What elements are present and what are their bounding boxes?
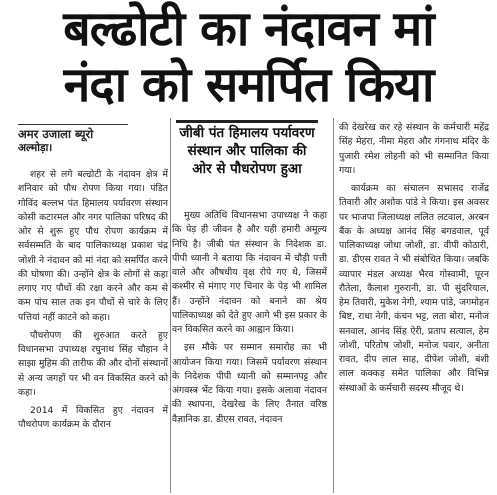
- article-column-2: [172, 209, 327, 431]
- paragraph: की देखरेख कर रहे संस्थान के कर्मचारी महेंद्र सिंह मेहरा, नीमा मेहरा और गंगनाथ मंदिर के पुजारी रमेश लोहनी को भी सम्मानित किया गया।: [339, 122, 489, 176]
- article-column-3: [339, 121, 489, 400]
- dateline: अल्मोड़ा।: [18, 142, 53, 154]
- byline: अमर उजाला ब्यूरो: [18, 124, 128, 142]
- column-divider: [333, 118, 334, 493]
- article-column-1: [18, 168, 168, 437]
- headline-line-2: नंदा को समर्पित किया: [63, 57, 434, 113]
- paragraph: 2014 में विकसित हुए नंदावन में पौधरोपण कार्यक्रम के दौरान: [18, 405, 168, 431]
- headline-line-1: बल्ढोटी का नंदावन मां: [63, 1, 434, 57]
- paragraph: इस मौके पर सम्मान समारोह का भी आयोजन किया गया। जिसमें पर्यावरण संस्थान के निदेशक पीपी ध्यानी को सम्मानपट्ट और अंगवस्त्र भेंट किया गया। इसके अलावा नंदावन की स्थापना, देखरेख के लिए तैनात वरिष्ठ वैज्ञानिक डा. डीएस रावत, नंदावन: [172, 342, 327, 425]
- subheadline-deck: जीबी पंत हिमालय पर्यावरण संस्थान और पालिका की ओर से पौधरोपण हुआ: [176, 120, 318, 178]
- column-divider: [170, 118, 171, 493]
- paragraph: पौधरोपण की शुरुआत करते हुए विधानसभा उपाध्यक्ष रघुनाथ सिंह चौहान ने साझा मुहिम की तारीफ की और दोनों संस्थानों से अन्य जगहों पर भी वन विकसित करने को कहा।: [18, 329, 168, 398]
- paragraph: कार्यक्रम का संचालन सभासद राजेंद्र तिवारी और अशोक पांडे ने किया। इस अवसर पर भाजपा जिलाध्यक्ष ललित लटवाल, अरबन बैंक के अध्यक्ष आनंद सिंह बगडवाल, पूर्व पालिकाध्यक्ष जोधा जोशी, डा. वीपी कोठारी, डा. डीएस रावत ने भी संबोधित किया। जबकि व्यापार मंडल अध्यक्ष भैरव गोस्वामी, पूरन रौतेला, कैलाश गुरुरानी, डा. पी सुंदरियाल, हेम तिवारी, मुकेश नेगी, श्याम पांडे, जगमोहन बिष्ट, राधा नेगी, कंचन भट्ट, लता बोरा, मनोज सनवाल, आनंद सिंह ऐरी, प्रताप सत्याल, हेम जोशी, परितोष जोशी, मनोज पवार, अनीता रावत, दीप लाल साह, दीपेश जोशी, बंशी लाल कक्कड़ समेत पालिका और विभिन्न संस्थाओं के कर्मचारी सदस्य मौजूद थे।: [339, 183, 489, 394]
- paragraph: शहर से लगे बल्ढोटी के नंदावन क्षेत्र में शनिवार को पौध रोपण किया गया। पंडित गोविंद बल्लभ पंत हिमालय पर्यावरण संस्थान कोसी कटारमल और नगर पालिका परिषद की ओर से शुरू हुए पौध रोपण कार्यक्रम में सर्वसम्मति के बाद पालिकाध्यक्ष प्रकाश चंद्र जोशी ने नंदावन को मां नंदा को समर्पित करने की घोषणा की। उन्होंने क्षेत्र के लोगों से कहा लगाए गए पौधों की रक्षा करने और कम से कम पांच साल तक इन पौधों से चारे के लिए पत्तियां नहीं काटने को कहा।: [18, 169, 168, 323]
- paragraph: मुख्य अतिथि विधानसभा उपाध्यक्ष ने कहा कि पेड़ ही जीवन है और यही हमारी अमूल्य निधि है। जीबी पंत संस्थान के निदेशक डा. पीपी ध्यानी ने बताया कि नंदावन में चौड़ी पत्ती वाले और औषधीय वृक्ष रोपे गए थे, जिसमें कश्मीर से मंगाए गए चिनार के पेड़ भी शामिल हैं। उन्होंने नंदावन को बनाने का श्रेय पालिकाध्यक्ष को देते हुए आगे भी इस प्रकार के वन विकसित करने का आह्वान किया।: [172, 210, 327, 335]
